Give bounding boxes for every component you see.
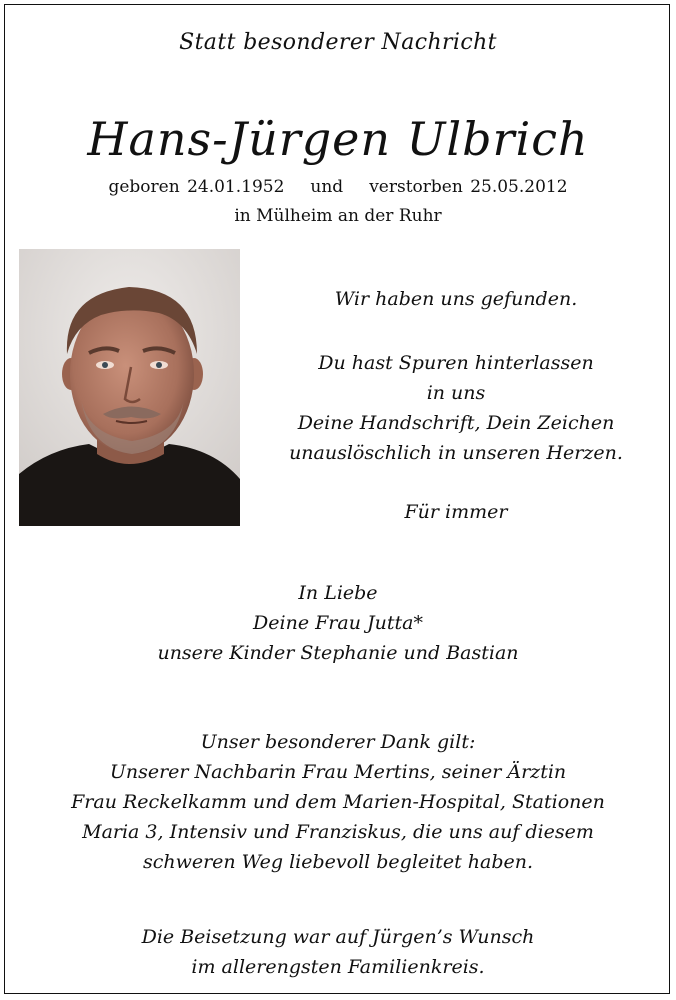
signature-line: Deine Frau Jutta*: [253, 612, 423, 634]
thanks-line: Unser besonderer Dank gilt:: [200, 731, 476, 753]
thanks-line: schweren Weg liebevoll begleitet haben.: [142, 851, 534, 873]
and-word: und: [310, 177, 344, 197]
death-date: verstorben 25.05.2012: [369, 177, 568, 197]
birth-date: geboren 24.01.1952: [108, 177, 285, 197]
thanks-line: Frau Reckelkamm und dem Marien-Hospital, Stationen: [71, 791, 605, 813]
signature-line: In Liebe: [298, 582, 378, 604]
poem-line: unauslöschlich in unseren Herzen.: [289, 442, 623, 464]
intro-heading: Statt besonderer Nachricht: [179, 30, 497, 55]
burial-note: [0, 922, 676, 982]
thanks-line: Unserer Nachbarin Frau Mertins, seiner Ärztin: [109, 761, 567, 783]
family-signature: [0, 578, 676, 668]
poem-line-forever: Für immer: [404, 501, 508, 523]
thanks-line: Maria 3, Intensiv und Franziskus, die uns auf diesem: [82, 821, 594, 843]
burial-line: Die Beisetzung war auf Jürgen’s Wunsch: [141, 926, 535, 948]
portrait-photo: [19, 249, 240, 526]
poem-line: Du hast Spuren hinterlassen: [318, 352, 594, 374]
life-dates: [0, 177, 676, 197]
place-of-death: in Mülheim an der Ruhr: [234, 206, 442, 226]
thanks-section: [0, 727, 676, 877]
signature-line: unsere Kinder Stephanie und Bastian: [157, 642, 519, 664]
deceased-name: Hans-Jürgen Ulbrich: [87, 112, 589, 166]
poem-line-found: Wir haben uns gefunden.: [334, 288, 578, 310]
poem-line: Deine Handschrift, Dein Zeichen: [297, 412, 615, 434]
burial-line: im allerengsten Familienkreis.: [191, 956, 485, 978]
poem-line: in uns: [426, 382, 486, 404]
poem-stanza: [246, 348, 666, 468]
